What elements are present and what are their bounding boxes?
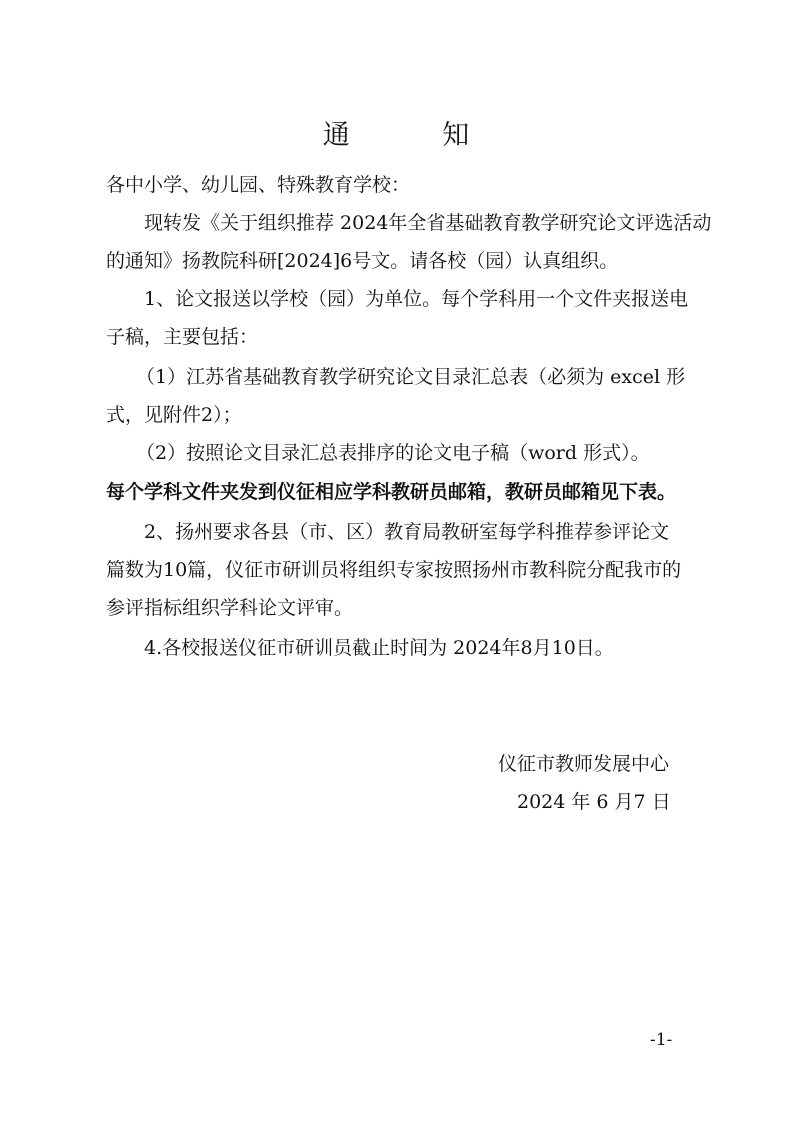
item-2-line-3: 参评指标组织学科论文评审。 bbox=[106, 597, 354, 619]
sub-item-2-line-1: （2）按照论文目录汇总表排序的论文电子稿（word 形式）。 bbox=[136, 442, 650, 464]
salutation: 各中小学、幼儿园、特殊教育学校： bbox=[106, 174, 411, 196]
item-4-line-1: 4.各校报送仪征市研训员截止时间为 2024年8月10日。 bbox=[144, 637, 614, 659]
paragraph-1-line-2: 的通知》扬教院科研[2024]6号文。请各校（园）认真组织。 bbox=[106, 250, 619, 272]
sub-item-1-line-2: 式，见附件2）； bbox=[106, 404, 242, 426]
notice-title: 通 知 bbox=[322, 120, 512, 151]
item-2-line-2: 篇数为10篇，仪征市研训员将组织专家按照扬州市教科院分配我市的 bbox=[106, 559, 682, 581]
item-2-line-1: 2、扬州要求各县（市、区）教育局教研室每学科推荐参评论文 bbox=[144, 521, 670, 543]
bold-instruction: 每个学科文件夹发到仪征相应学科教研员邮箱，教研员邮箱见下表。 bbox=[106, 481, 677, 503]
page-number: -1- bbox=[650, 1030, 673, 1050]
item-1-line-2: 子稿，主要包括： bbox=[106, 326, 259, 348]
paragraph-1-line-1: 现转发《关于组织推荐 2024年全省基础教育教学研究论文评选活动 bbox=[144, 212, 712, 234]
signature-organization: 仪征市教师发展中心 bbox=[498, 753, 670, 775]
sub-item-1-line-1: （1）江苏省基础教育教学研究论文目录汇总表（必须为 excel 形 bbox=[136, 366, 686, 388]
item-1-line-1: 1、论文报送以学校（园）为单位。每个学科用一个文件夹报送电 bbox=[144, 288, 689, 310]
signature-date: 2024 年 6 月7 日 bbox=[517, 791, 671, 813]
